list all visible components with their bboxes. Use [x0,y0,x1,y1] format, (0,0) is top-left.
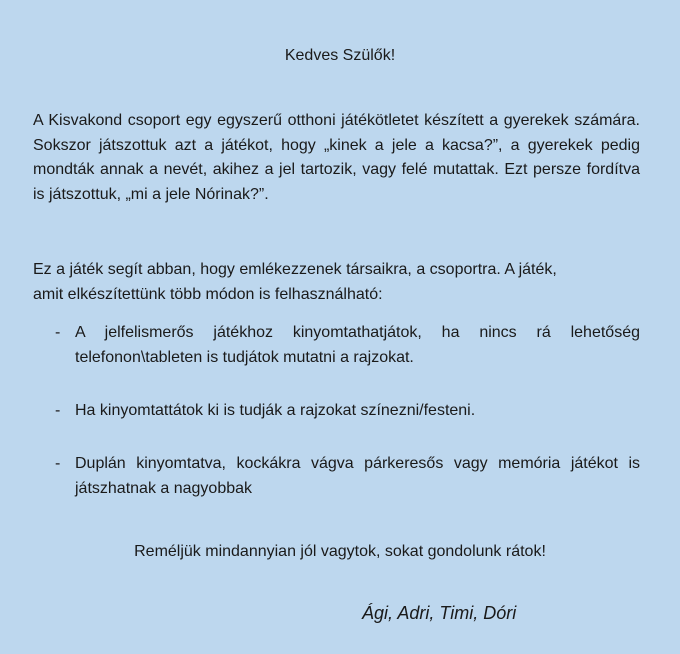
paragraph-usage [33,258,640,307]
list-item-text: Duplán kinyomtatva, kockákra vágva párkeresős vagy memória játékot is játszhatnak a nagyobbak [75,455,640,497]
list-dash: - [55,402,61,419]
list-item-text: A jelfelismerős játékhoz kinyomtathatjátok, ha nincs rá lehetőség telefonon\tableten is tudjátok mutatni a rajzokat. [75,324,640,366]
list-item [33,452,640,501]
letter-signature: Ági, Adri, Timi, Dóri [362,603,517,623]
paragraph-usage-line-2: amit elkészítettünk több módon is felhasználható: [33,285,383,303]
paragraph-intro: A Kisvakond csoport egy egyszerű otthoni játékötletet készített a gyerekek számára. Sokszor játszottuk azt a játékot, hogy „kinek a jele a kacsa?”, a gyerekek pedig mondták annak a nevét, akihez a jel tartozik, vagy felé mutattak. Ezt persze fordítva is játszottuk, „mi a jele Nórinak?”. [33,112,640,203]
list-dash: - [55,324,61,341]
paragraph-usage-line-1: Ez a játék segít abban, hogy emlékezzenek társaikra, a csoportra. A játék, [33,261,557,278]
letter-closing: Reméljük mindannyian jól vagytok, sokat gondolunk rátok! [134,543,546,560]
list-dash: - [55,455,61,472]
list-item-text: Ha kinyomtattátok ki is tudják a rajzokat színezni/festeni. [75,402,476,419]
list-item [33,399,640,424]
letter-greeting: Kedves Szülők! [284,47,396,64]
list-item [33,321,640,370]
